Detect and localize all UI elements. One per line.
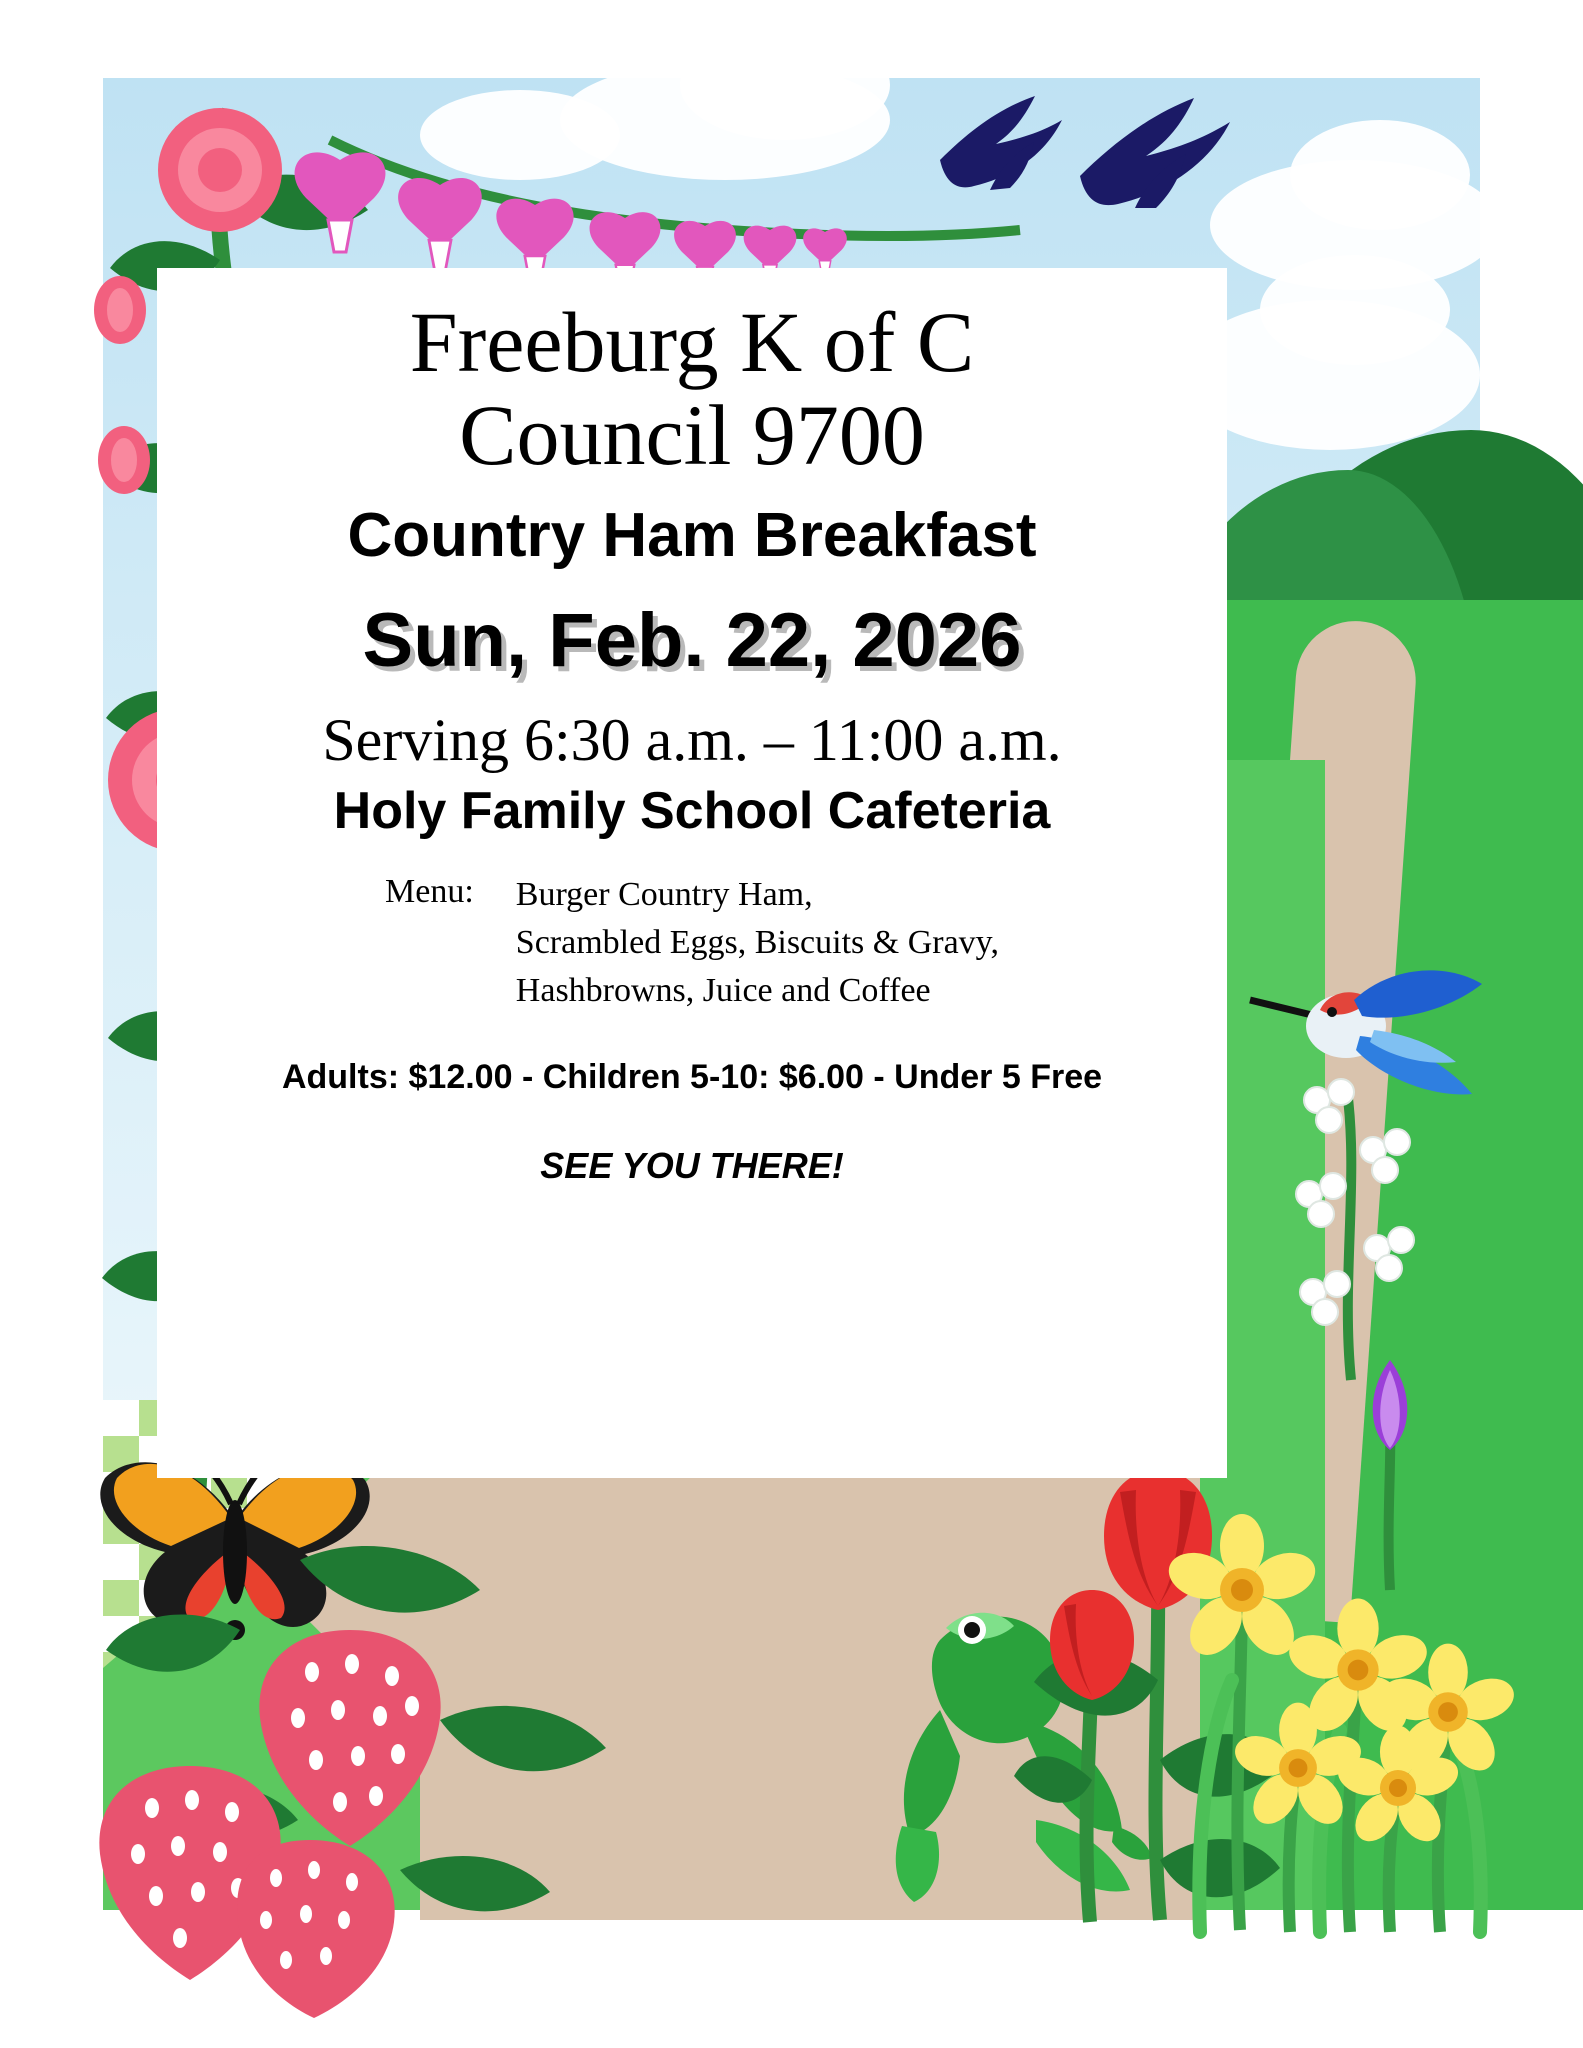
serving-hours: Serving 6:30 a.m. – 11:00 a.m. [322,706,1062,773]
menu-line-2: Scrambled Eggs, Biscuits & Gravy, [515,924,999,962]
closing-message: SEE YOU THERE! [540,1144,844,1186]
title-line-1: Freeburg K of C [409,294,975,390]
menu-line-3: Hashbrowns, Juice and Coffee [515,972,931,1010]
hummingbird-icon [1250,960,1490,1150]
event-subtitle: Country Ham Breakfast [347,500,1037,570]
organization-title [157,280,1227,482]
cloud [1290,120,1470,230]
menu-items [516,871,999,1016]
cloud [1260,255,1450,365]
flyer-content [157,280,1227,1187]
strawberries-icon [100,1540,620,1960]
yellow-daffodils-icon [1140,1480,1540,1940]
menu-line-1: Burger Country Ham, [515,875,813,913]
event-location: Holy Family School Cafeteria [333,781,1051,840]
cloud [680,30,890,140]
title-line-2: Council 9700 [459,386,925,483]
menu-label: Menu: [385,872,474,910]
event-date: Sun, Feb. 22, 2026 [362,597,1022,683]
price-list: Adults: $12.00 - Children 5-10: $6.00 - Under 5 Free [281,1057,1103,1096]
menu-block [157,871,1227,1016]
